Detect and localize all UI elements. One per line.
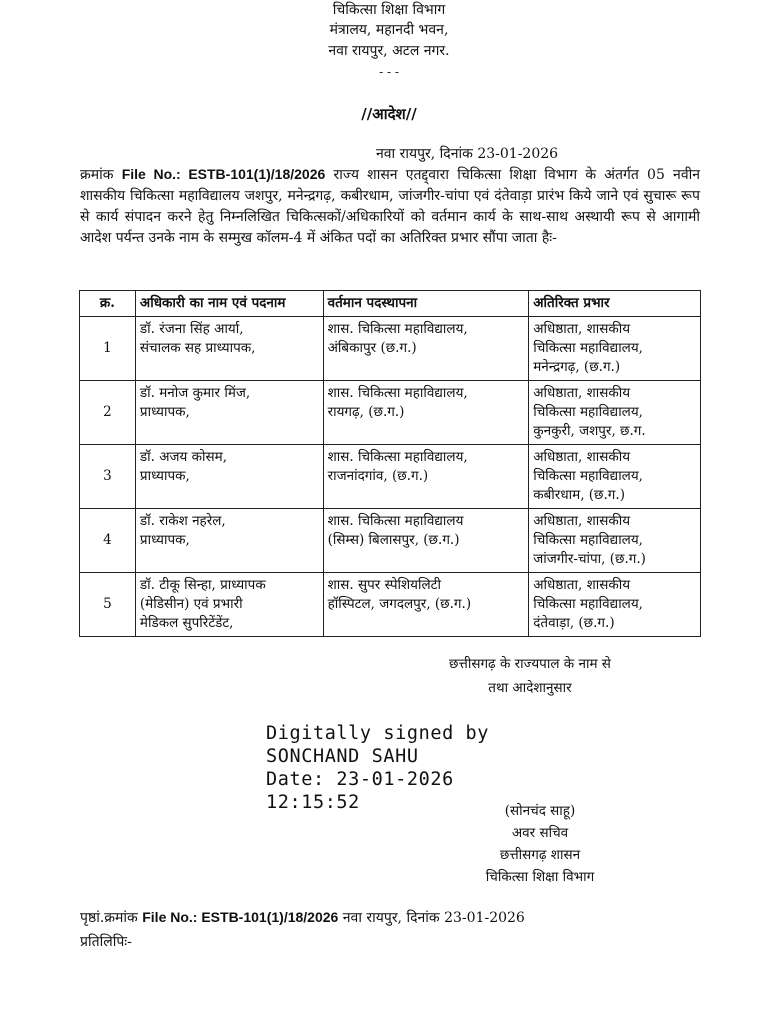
endorsement-file-number: File No.: ESTB-101(1)/18/2026: [142, 909, 339, 925]
charge-line: चिकित्सा महाविद्यालय,: [533, 596, 643, 612]
cell-sno: 1: [80, 317, 136, 381]
charge-line: अधिष्ठाता, शासकीय: [533, 513, 631, 529]
header-separator: - - -: [379, 65, 399, 79]
endorsement-prefix: पृष्ठां.क्रमांक: [80, 910, 138, 926]
charge-line: कुनकुरी, जशपुर, छ.ग.: [533, 423, 646, 439]
table-row: [80, 509, 701, 573]
cell-charge: [529, 317, 701, 381]
order-title: //आदेश//: [361, 105, 417, 123]
charge-line: अधिष्ठाता, शासकीय: [533, 385, 631, 401]
officer-designation: प्राध्यापक,: [139, 468, 190, 484]
authority-line: छत्तीसगढ़ के राज्यपाल के नाम से: [449, 656, 611, 672]
signer-department: चिकित्सा शिक्षा विभाग: [485, 869, 595, 885]
charge-line: अधिष्ठाता, शासकीय: [533, 577, 631, 593]
officer-name: डॉ. टीकू सिन्हा, प्राध्यापक: [139, 577, 266, 593]
officer-designation: (मेडिसीन) एवं प्रभारी: [139, 596, 243, 612]
charge-line: जांजगीर-चांपा, (छ.ग.): [533, 551, 646, 567]
posting-line: शास. चिकित्सा महाविद्यालय,: [327, 385, 468, 401]
posting-line: राजनांदगांव, (छ.ग.): [327, 468, 429, 484]
cell-officer: [135, 573, 323, 637]
order-body: [80, 164, 700, 249]
posting-line: (सिम्स) बिलासपुर, (छ.ग.): [327, 532, 460, 548]
table-row: [80, 381, 701, 445]
authority-line: तथा आदेशानुसार: [488, 680, 572, 696]
cell-officer: [135, 445, 323, 509]
cell-sno: 5: [80, 573, 136, 637]
table-header-row: [80, 291, 701, 317]
cell-posting: [323, 573, 529, 637]
cell-posting: [323, 509, 529, 573]
charge-line: चिकित्सा महाविद्यालय,: [533, 340, 643, 356]
copy-to-label: प्रतिलिपिः-: [80, 934, 132, 950]
table-row: [80, 573, 701, 637]
col-header-charge: अतिरिक्त प्रभार: [529, 291, 701, 317]
cell-posting: [323, 445, 529, 509]
order-body-text: राज्य शासन एतद्द्वारा चिकित्सा शिक्षा विभाग के अंतर्गत 05 नवीन शासकीय चिकित्सा महाविद्यालय जशपुर, मनेन्द्रगढ़, कबीरधाम, जांजगीर-चांपा एवं दंतेवाड़ा प्रारंभ किये जाने एवं सुचारू रूप से कार्य संपादन करने हेतु निम्नलिखित चिकित्सकों/अधिकारियों को वर्तमान कार्य के साथ-साथ अस्थायी रूप से आगामी आदेश पर्यन्त उनके नाम के सम्मुख कॉलम-4 में अंकित पदों का अतिरिक्त प्रभार सौंपा जाता हैः-: [80, 167, 701, 246]
col-header-sno: क्र.: [80, 291, 136, 317]
cell-sno: 3: [80, 445, 136, 509]
digital-signature-date: Date: 23-01-2026: [266, 769, 454, 790]
digital-signature-time: 12:15:52: [266, 792, 360, 813]
cell-charge: [529, 445, 701, 509]
officer-designation: मेडिकल सुपरिटेंडेंट,: [139, 615, 234, 631]
endorsement-line: [80, 908, 525, 927]
posting-line: शास. चिकित्सा महाविद्यालय: [327, 513, 464, 529]
building-address: मंत्रालय, महानदी भवन,: [329, 22, 449, 38]
charge-line: चिकित्सा महाविद्यालय,: [533, 468, 643, 484]
charge-line: मनेन्द्रगढ़, (छ.ग.): [533, 359, 621, 375]
allocation-table: [79, 290, 701, 637]
digital-signature-line: Digitally signed by: [266, 723, 490, 744]
charge-line: कबीरधाम, (छ.ग.): [533, 487, 625, 503]
posting-line: रायगढ़, (छ.ग.): [327, 404, 405, 420]
posting-line: शास. चिकित्सा महाविद्यालय,: [327, 321, 468, 337]
charge-line: अधिष्ठाता, शासकीय: [533, 449, 631, 465]
officer-name: डॉ. राकेश नहरेल,: [139, 513, 226, 529]
cell-sno: 4: [80, 509, 136, 573]
officer-name: डॉ. रंजना सिंह आर्या,: [139, 321, 244, 337]
posting-line: शास. सुपर स्पेशियलिटी: [327, 577, 441, 593]
cell-posting: [323, 381, 529, 445]
cell-charge: [529, 573, 701, 637]
table-row: [80, 445, 701, 509]
cell-officer: [135, 381, 323, 445]
file-number: File No.: ESTB-101(1)/18/2026: [121, 166, 326, 182]
officer-designation: संचालक सह प्राध्यापक,: [139, 340, 256, 356]
order-place-date: नवा रायपुर, दिनांक 23-01-2026: [376, 146, 559, 162]
officer-name: डॉ. मनोज कुमार मिंज,: [139, 385, 251, 401]
posting-line: अंबिकापुर (छ.ग.): [327, 340, 417, 356]
charge-line: चिकित्सा महाविद्यालय,: [533, 404, 643, 420]
signer-name: (सोनचंद साहू): [504, 803, 576, 819]
officer-designation: प्राध्यापक,: [139, 532, 190, 548]
posting-line: शास. चिकित्सा महाविद्यालय,: [327, 449, 468, 465]
col-header-posting: वर्तमान पदस्थापना: [323, 291, 529, 317]
cell-officer: [135, 317, 323, 381]
signer-designation: अवर सचिव: [511, 825, 569, 841]
charge-line: अधिष्ठाता, शासकीय: [533, 321, 631, 337]
charge-line: चिकित्सा महाविद्यालय,: [533, 532, 643, 548]
city-address: नवा रायपुर, अटल नगर.: [328, 43, 450, 59]
order-number-prefix: क्रमांक: [80, 167, 114, 183]
digital-signature-name: SONCHAND SAHU: [266, 746, 419, 767]
cell-officer: [135, 509, 323, 573]
officer-designation: प्राध्यापक,: [139, 404, 190, 420]
cell-charge: [529, 381, 701, 445]
cell-charge: [529, 509, 701, 573]
posting-line: हॉस्पिटल, जगदलपुर, (छ.ग.): [327, 596, 472, 612]
charge-line: दंतेवाड़ा, (छ.ग.): [533, 615, 615, 631]
cell-posting: [323, 317, 529, 381]
cell-sno: 2: [80, 381, 136, 445]
officer-name: डॉ. अजय कोसम,: [139, 449, 228, 465]
department-name: चिकित्सा शिक्षा विभाग: [332, 2, 446, 18]
col-header-officer: अधिकारी का नाम एवं पदनाम: [135, 291, 323, 317]
table-row: [80, 317, 701, 381]
endorsement-place-date: नवा रायपुर, दिनांक 23-01-2026: [338, 910, 525, 926]
signer-government: छत्तीसगढ़ शासन: [499, 847, 581, 863]
